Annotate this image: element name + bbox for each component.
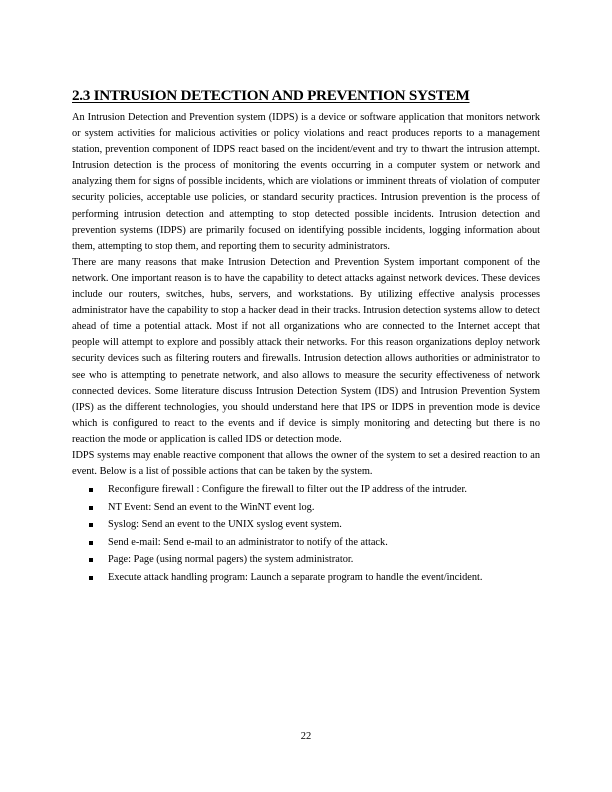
square-bullet-icon (89, 541, 93, 545)
paragraph-idps-definition: An Intrusion Detection and Prevention system (IDPS) is a device or software application that monitors network or system activities for malicious activities or policy violations and react produces reports to a management station, prevention component of IDPS react based on the incident/event and try to thwart the intrusion attempt. Intrusion detection is the process of monitoring the events occurring in a computer system or network and analyzing them for signs of possible incidents, which are violations or imminent threats of violation of computer security policies, acceptable use policies, or standard security practices. Intrusion prevention is the process of performing intrusion detection and attempting to stop detected possible incidents. Intrusion detection and prevention systems (IDPS) are primarily focused on identifying possible incidents, logging information about them, attempting to stop them, and reporting them to security administrators. (72, 112, 540, 252)
list-item (72, 500, 540, 516)
section-heading: 2.3 INTRUSION DETECTION AND PREVENTION SYSTEM (72, 87, 470, 104)
square-bullet-icon (89, 506, 93, 510)
list-item (72, 570, 540, 586)
paragraph-idps-importance: There are many reasons that make Intrusion Detection and Prevention System important component of the network. One important reason is to have the capability to detect attacks against network devices. These devices include our routers, switches, hubs, servers, and workstations. By utilizing effective analysis processes administrator have the capability to stop a hacker dead in their tracks. Intrusion detection systems allow to detect ahead of time a potential attack. Most if not all organizations who are connected to the Internet accept that people will attempt to explore and possibly attack their networks. For this reason organizations deploy network security devices such as filtering routers and firewalls. Intrusion detection allows authorities or administrator to see who is attempting to penetrate network, and also allows to measure the security effectiveness of network connected devices. Some literature discuss Intrusion Detection System (IDS) and Intrusion Prevention System (IPS) as the different technologies, you should understand here that IPS or IDPS in prevention mode is device which is configured to react to the events and if device is simply monitoring and detecting but there is no reaction the mode or application is called IDS or detection mode. (72, 256, 540, 445)
list-item-text: Page: Page (using normal pagers) the system administrator. (108, 554, 354, 566)
list-item (72, 517, 540, 533)
list-item-text: Execute attack handling program: Launch a separate program to handle the event/incident. (108, 571, 483, 583)
square-bullet-icon (89, 576, 93, 580)
list-item-text: Send e-mail: Send e-mail to an administrator to notify of the attack. (108, 536, 388, 548)
list-item (72, 535, 540, 551)
list-item-text: Syslog: Send an event to the UNIX syslog event system. (108, 519, 342, 531)
document-body (72, 86, 540, 587)
square-bullet-icon (89, 523, 93, 527)
list-item (72, 482, 540, 498)
page-number: 22 (300, 731, 312, 742)
possible-actions-list (72, 482, 540, 586)
list-item-text: Reconfigure firewall : Configure the firewall to filter out the IP address of the intruder. (108, 484, 467, 496)
list-item (72, 552, 540, 568)
square-bullet-icon (89, 488, 93, 492)
square-bullet-icon (89, 558, 93, 562)
list-item-text: NT Event: Send an event to the WinNT event log. (108, 501, 315, 513)
paragraph-reactive-component: IDPS systems may enable reactive component that allows the owner of the system to set a desired reaction to an event. Below is a list of possible actions that can be taken by the system. (72, 449, 540, 478)
